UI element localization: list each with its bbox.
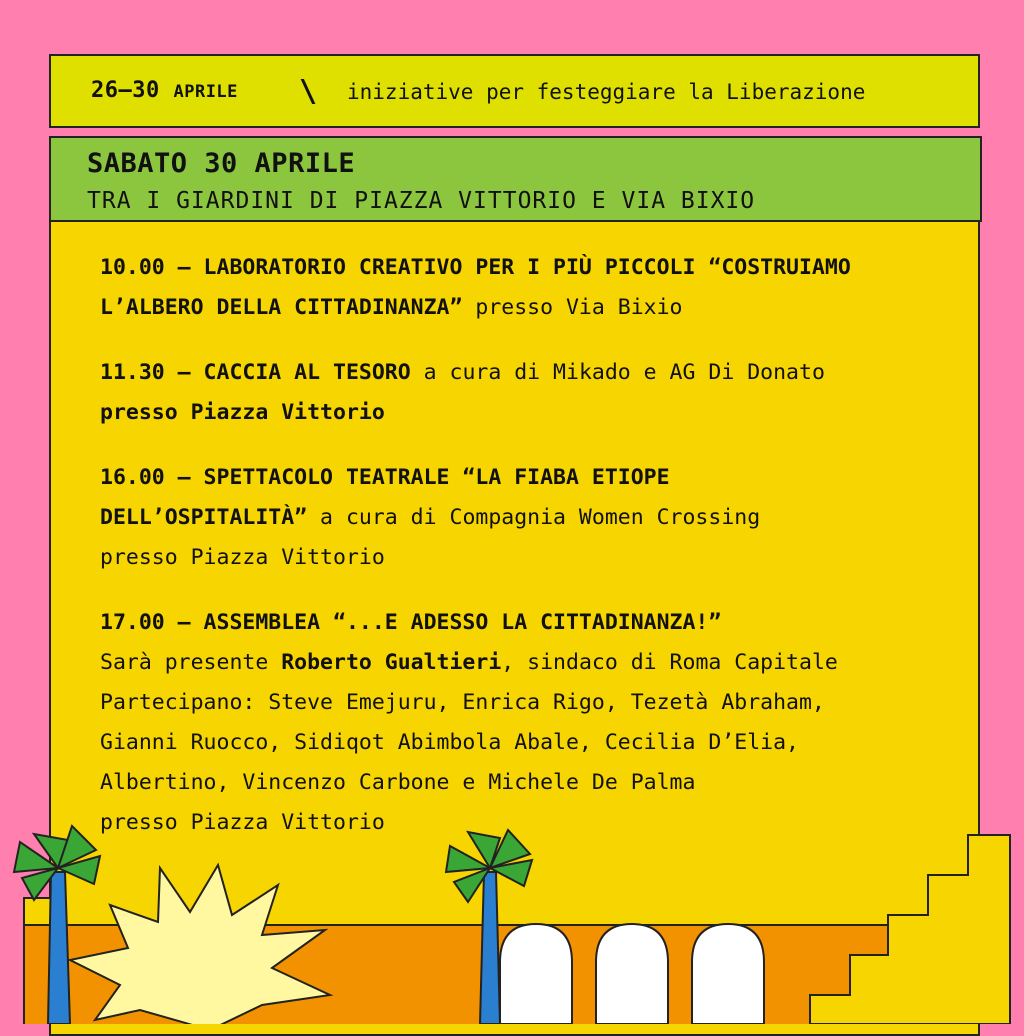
arch-window-icon (500, 924, 572, 1024)
event-list (100, 248, 960, 868)
event-item: 11.30 – CACCIA AL TESORO a cura di Mikado e AG Di Donato presso Piazza Vittorio (100, 360, 825, 425)
banner-separator: \ (299, 74, 318, 109)
day-title: SABATO 30 APRILE (87, 148, 356, 179)
banner-subtitle: iniziative per festeggiare la Liberazione (347, 80, 866, 104)
top-banner (49, 54, 980, 128)
event-item: 10.00 – LABORATORIO CREATIVO PER I PIÙ PICCOLI “COSTRUIAMO L’ALBERO DELLA CITTADINANZA” presso Via Bixio (100, 255, 851, 320)
decorative-illustration (0, 820, 1024, 1024)
arch-window-icon (596, 924, 668, 1024)
day-place: TRA I GIARDINI DI PIAZZA VITTORIO E VIA BIXIO (87, 188, 756, 214)
day-header (49, 136, 982, 222)
event-item: 16.00 – SPETTACOLO TEATRALE “LA FIABA ETIOPE DELL’OSPITALITÀ” a cura di Compagnia Women Crossing presso Piazza Vittorio (100, 465, 761, 570)
banner-dates: 26–30 APRILE (91, 78, 238, 103)
arch-window-icon (692, 924, 764, 1024)
event-item: 17.00 – ASSEMBLEA “...E ADESSO LA CITTADINANZA!” Sarà presente Roberto Gualtieri, sindaco di Roma Capitale Partecipano: Steve Emejuru, Enrica Rigo, Tezetà Abraham, Gianni Ruocco, Sidiqot Abimbola Abale, Cecilia D’Elia, Albertino, Vincenzo Carbone e Michele De Palma presso Piazza Vittorio (100, 610, 838, 835)
